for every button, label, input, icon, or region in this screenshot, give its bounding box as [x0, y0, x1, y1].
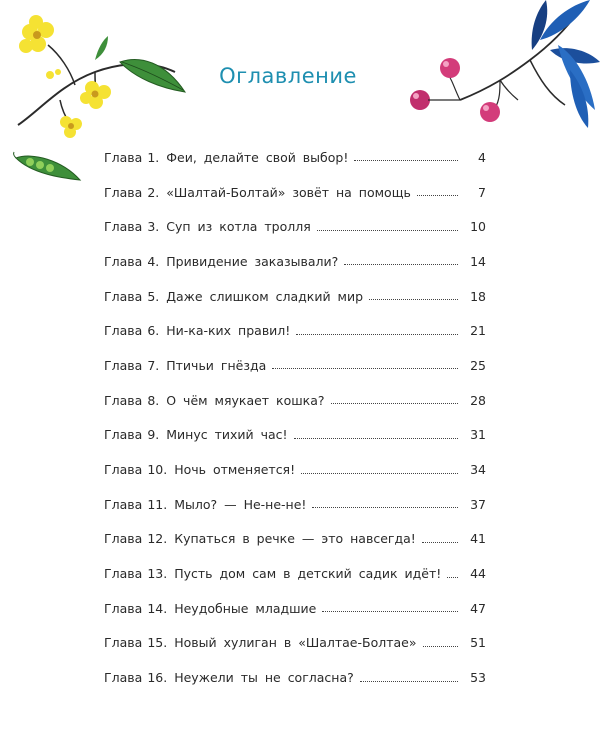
- chapter-word: Глава: [104, 600, 143, 616]
- toc-entry-12: [104, 522, 486, 557]
- chapter-title: Ни-ка-ких правил!: [166, 323, 291, 339]
- chapter-title: Минус тихий час!: [166, 427, 288, 443]
- toc-entry-9: [104, 418, 486, 453]
- dot-leader: [312, 506, 458, 508]
- chapter-title: Суп из котла тролля: [166, 219, 311, 235]
- chapter-page-number: 34: [470, 462, 486, 478]
- toc-entry-3: [104, 209, 486, 244]
- toc-entry-7: [104, 348, 486, 383]
- chapter-title: Мыло? — Не-не-не!: [174, 496, 307, 512]
- page-title: Оглавление: [219, 64, 357, 88]
- chapter-title: Купаться в речке — это навсегда!: [174, 531, 416, 547]
- chapter-title: Ночь отменяется!: [174, 462, 296, 478]
- chapter-number: 15.: [147, 635, 168, 651]
- chapter-word: Глава: [104, 253, 143, 269]
- chapter-word: Глава: [104, 323, 143, 339]
- chapter-word: Глава: [104, 531, 143, 547]
- toc-entry-10: [104, 452, 486, 487]
- chapter-number: 6.: [147, 323, 160, 339]
- chapter-title: Неудобные младшие: [174, 600, 317, 616]
- chapter-page-number: 51: [470, 635, 486, 651]
- dot-leader: [331, 402, 458, 404]
- yellow-flower: [60, 116, 82, 138]
- chapter-number: 9.: [147, 427, 160, 443]
- chapter-number: 5.: [147, 288, 160, 304]
- chapter-page-number: 53: [470, 670, 486, 686]
- chapter-page-number: 25: [470, 357, 486, 373]
- chapter-number: 7.: [147, 357, 160, 373]
- chapter-page-number: 4: [478, 149, 486, 165]
- chapter-word: Глава: [104, 219, 143, 235]
- dot-leader: [422, 541, 458, 543]
- chapter-page-number: 10: [470, 219, 486, 235]
- chapter-number: 12.: [147, 531, 168, 547]
- chapter-word: Глава: [104, 427, 143, 443]
- chapter-page-number: 47: [470, 600, 486, 616]
- chapter-number: 13.: [147, 566, 168, 582]
- toc-entry-16: [104, 660, 486, 695]
- chapter-number: 2.: [147, 184, 160, 200]
- chapter-title: «Шалтай-Болтай» зовёт на помощь: [166, 184, 411, 200]
- chapter-page-number: 31: [470, 427, 486, 443]
- chapter-page-number: 7: [478, 184, 486, 200]
- dot-leader: [301, 472, 458, 474]
- chapter-number: 11.: [147, 496, 168, 512]
- chapter-word: Глава: [104, 670, 143, 686]
- chapter-page-number: 14: [470, 253, 486, 269]
- dot-leader: [317, 229, 458, 231]
- dot-leader: [322, 610, 458, 612]
- chapter-word: Глава: [104, 184, 143, 200]
- toc-entry-15: [104, 626, 486, 661]
- chapter-number: 3.: [147, 219, 160, 235]
- chapter-number: 4.: [147, 253, 160, 269]
- chapter-title: Новый хулиган в «Шалтае-Болтае»: [174, 635, 417, 651]
- toc-entry-1: [104, 140, 486, 175]
- chapter-title: Феи, делайте свой выбор!: [166, 149, 349, 165]
- chapter-number: 16.: [147, 670, 168, 686]
- chapter-title: Неужели ты не согласна?: [174, 670, 354, 686]
- chapter-page-number: 37: [470, 496, 486, 512]
- dot-leader: [296, 333, 458, 335]
- chapter-number: 1.: [147, 149, 160, 165]
- dot-leader: [354, 159, 458, 161]
- chapter-number: 8.: [147, 392, 160, 408]
- dot-leader: [344, 263, 458, 265]
- chapter-title: Привидение заказывали?: [166, 253, 339, 269]
- toc-entry-13: [104, 556, 486, 591]
- toc-entry-8: [104, 383, 486, 418]
- chapter-title: О чём мяукает кошка?: [166, 392, 325, 408]
- chapter-title: Птичьи гнёзда: [166, 357, 267, 373]
- dot-leader: [369, 298, 458, 300]
- dot-leader: [447, 576, 458, 578]
- toc-entry-14: [104, 591, 486, 626]
- dot-leader: [272, 367, 458, 369]
- chapter-word: Глава: [104, 462, 143, 478]
- chapter-word: Глава: [104, 357, 143, 373]
- chapter-word: Глава: [104, 496, 143, 512]
- toc-entry-5: [104, 279, 486, 314]
- yellow-flower: [19, 15, 54, 53]
- chapter-page-number: 44: [470, 566, 486, 582]
- pea-pod-illustration: [12, 150, 84, 186]
- chapter-word: Глава: [104, 635, 143, 651]
- chapter-page-number: 28: [470, 392, 486, 408]
- toc-entry-4: [104, 244, 486, 279]
- dot-leader: [360, 680, 458, 682]
- chapter-word: Глава: [104, 149, 143, 165]
- chapter-number: 14.: [147, 600, 168, 616]
- toc-entry-11: [104, 487, 486, 522]
- chapter-page-number: 41: [470, 531, 486, 547]
- toc-entry-6: [104, 313, 486, 348]
- dot-leader: [294, 437, 458, 439]
- chapter-word: Глава: [104, 392, 143, 408]
- chapter-word: Глава: [104, 566, 143, 582]
- chapter-title: Пусть дом сам в детский садик идёт!: [174, 566, 442, 582]
- chapter-number: 10.: [147, 462, 168, 478]
- chapter-page-number: 18: [470, 288, 486, 304]
- chapter-title: Даже слишком сладкий мир: [166, 288, 364, 304]
- toc-entry-2: [104, 175, 486, 210]
- dot-leader: [417, 194, 458, 196]
- dot-leader: [423, 645, 458, 647]
- chapter-page-number: 21: [470, 323, 486, 339]
- chapter-word: Глава: [104, 288, 143, 304]
- table-of-contents: [104, 140, 486, 695]
